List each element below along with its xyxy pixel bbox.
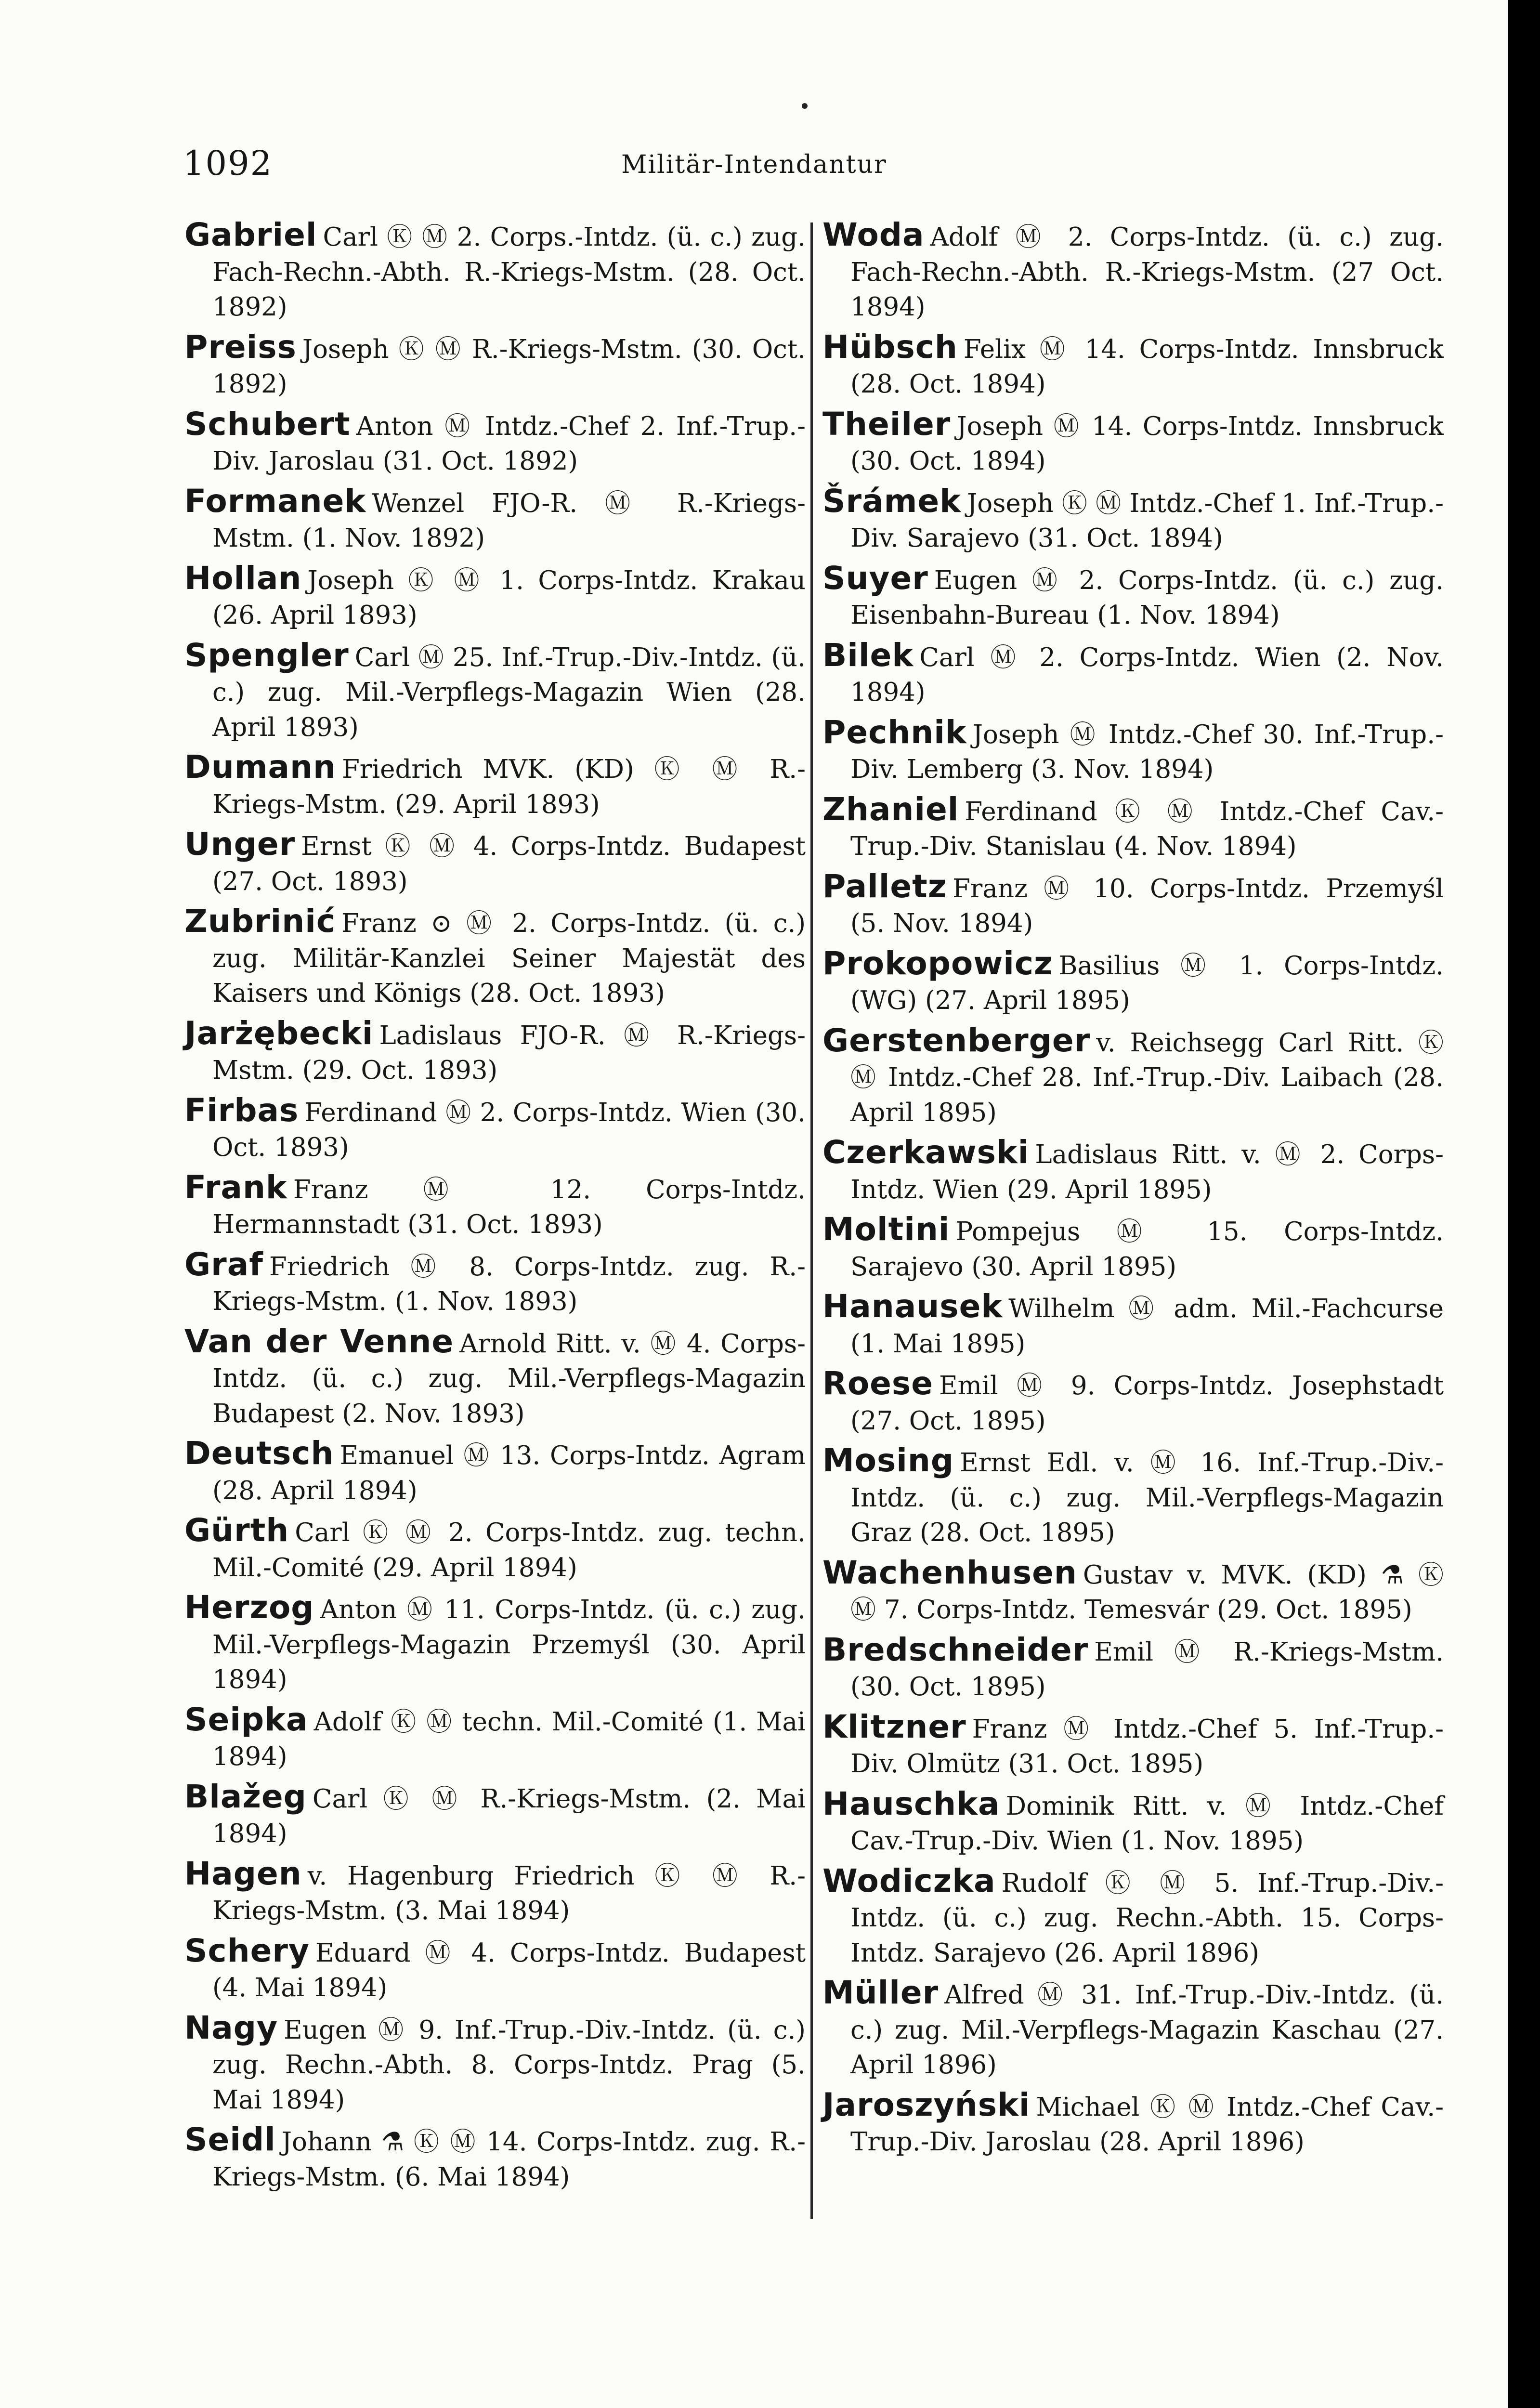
entry-body — [822, 218, 1444, 325]
directory-entry — [184, 1780, 806, 1852]
entry-details: Carl Ⓚ Ⓜ 2. Corps.-Intdz. (ü. c.) zug. Fach-Rechn.-Abth. R.-Kriegs-Mstm. (28. Oct. 1892) — [212, 222, 806, 322]
directory-entry — [822, 638, 1444, 710]
entry-body — [184, 1702, 806, 1775]
page-number: 1092 — [183, 144, 273, 183]
entry-surname: Theiler — [822, 405, 951, 443]
entry-details: Friedrich Ⓜ 8. Corps-Intdz. zug. R.-Kriegs-Mstm. (1. Nov. 1893) — [212, 1252, 806, 1316]
directory-entry — [822, 1633, 1444, 1705]
directory-entry — [184, 407, 806, 479]
entry-body — [184, 1093, 806, 1165]
entry-details: Adolf Ⓚ Ⓜ techn. Mil.-Comité (1. Mai 1894) — [212, 1707, 806, 1771]
entry-surname: Preiss — [184, 328, 297, 366]
directory-entry — [184, 2011, 806, 2118]
entry-surname: Hanausek — [822, 1288, 1003, 1325]
entry-details: Joseph Ⓚ Ⓜ Intdz.-Chef 1. Inf.-Trup.-Div. Sarajevo (31. Oct. 1894) — [850, 488, 1444, 553]
directory-entry — [184, 561, 806, 633]
entry-body — [822, 1135, 1444, 1207]
entry-details: Basilius Ⓜ 1. Corps-Intdz. (WG) (27. April 1895) — [850, 951, 1444, 1015]
entry-details: Ladislaus FJO-R. Ⓜ R.-Kriegs-Mstm. (29. Oct. 1893) — [212, 1021, 806, 1085]
entry-body — [184, 1247, 806, 1320]
directory-entry — [822, 869, 1444, 942]
directory-entry — [184, 1170, 806, 1243]
directory-entry — [184, 484, 806, 556]
entry-body — [822, 1976, 1444, 2083]
entry-details: Franz Ⓜ 10. Corps-Intdz. Przemyśl (5. Nov. 1894) — [850, 874, 1444, 938]
directory-entry — [822, 1976, 1444, 2083]
entry-body — [822, 407, 1444, 479]
entry-details: Anton Ⓜ Intdz.-Chef 2. Inf.-Trup.-Div. Jaroslau (31. Oct. 1892) — [212, 411, 806, 476]
directory-entry — [822, 218, 1444, 325]
entry-surname: Mosing — [822, 1442, 954, 1479]
entry-body — [822, 1787, 1444, 1859]
entry-body — [184, 1016, 806, 1088]
entry-surname: Gerstenberger — [822, 1021, 1091, 1059]
entry-body — [822, 1710, 1444, 1782]
directory-entry — [184, 904, 806, 1011]
entry-body — [184, 638, 806, 746]
directory-entry — [822, 1443, 1444, 1551]
entry-surname: Blažeg — [184, 1778, 307, 1815]
entry-details: Franz ⊙ Ⓜ 2. Corps-Intdz. (ü. c.) zug. Militär-Kanzlei Seiner Majestät des Kaisers und Königs (28. Oct. 1893) — [212, 909, 806, 1008]
entry-surname: Frank — [184, 1168, 287, 1206]
entry-body — [822, 1633, 1444, 1705]
entry-surname: Wodiczka — [822, 1862, 996, 1899]
entry-details: Franz Ⓜ Intdz.-Chef 5. Inf.-Trup.-Div. Olmütz (31. Oct. 1895) — [850, 1714, 1444, 1779]
right-column — [822, 218, 1444, 2165]
entry-body — [822, 946, 1444, 1019]
entry-body — [184, 218, 806, 325]
entry-details: Joseph Ⓜ Intdz.-Chef 30. Inf.-Trup.-Div. Lemberg (3. Nov. 1894) — [850, 720, 1444, 784]
directory-entry — [822, 1366, 1444, 1439]
entry-body — [184, 1590, 806, 1698]
directory-entry — [822, 407, 1444, 479]
directory-entry — [184, 1590, 806, 1698]
directory-entry — [822, 1710, 1444, 1782]
directory-entry — [184, 1513, 806, 1585]
entry-details: Gustav v. MVK. (KD) ⚗ Ⓚ Ⓜ 7. Corps-Intdz. Temesvár (29. Oct. 1895) — [850, 1560, 1444, 1624]
directory-entry — [822, 1023, 1444, 1131]
entry-surname: Šrámek — [822, 482, 962, 520]
entry-surname: Seipka — [184, 1701, 308, 1738]
entry-body — [822, 792, 1444, 864]
entry-body — [184, 1324, 806, 1432]
directory-entry — [184, 1702, 806, 1775]
directory-entry — [822, 715, 1444, 787]
entry-surname: Schubert — [184, 405, 351, 443]
entry-body — [822, 869, 1444, 942]
entry-surname: Deutsch — [184, 1435, 334, 1472]
entry-details: Emil Ⓜ 9. Corps-Intdz. Josephstadt (27. Oct. 1895) — [850, 1371, 1444, 1436]
entry-details: Anton Ⓜ 11. Corps-Intdz. (ü. c.) zug. Mil.-Verpflegs-Magazin Przemyśl (30. April 1894) — [212, 1595, 806, 1694]
entry-body — [822, 1443, 1444, 1551]
entry-details: Emil Ⓜ R.-Kriegs-Mstm. (30. Oct. 1895) — [850, 1637, 1444, 1701]
entry-details: Carl Ⓚ Ⓜ 2. Corps-Intdz. zug. techn. Mil.-Comité (29. April 1894) — [212, 1518, 806, 1583]
entry-details: Emanuel Ⓜ 13. Corps-Intdz. Agram (28. April 1894) — [212, 1441, 806, 1505]
entry-details: Carl Ⓚ Ⓜ R.-Kriegs-Mstm. (2. Mai 1894) — [212, 1784, 806, 1848]
entry-body — [184, 407, 806, 479]
directory-entry — [184, 1247, 806, 1320]
entry-body — [184, 827, 806, 899]
entry-details: v. Reichsegg Carl Ritt. Ⓚ Ⓜ Intdz.-Chef 28. Inf.-Trup.-Div. Laibach (28. April 1895) — [850, 1028, 1444, 1127]
directory-entry — [184, 2122, 806, 2195]
entry-details: Ferdinand Ⓜ 2. Corps-Intdz. Wien (30. Oct. 1893) — [212, 1098, 806, 1162]
directory-entry — [822, 792, 1444, 864]
entry-surname: Dumann — [184, 748, 337, 785]
entry-surname: Formanek — [184, 482, 366, 520]
entry-details: Wenzel FJO-R. Ⓜ R.-Kriegs-Mstm. (1. Nov. 1892) — [212, 488, 806, 553]
directory-entry — [184, 827, 806, 899]
directory-entry — [822, 330, 1444, 402]
directory-entry — [822, 946, 1444, 1019]
entry-surname: Müller — [822, 1974, 939, 2011]
entry-body — [184, 1934, 806, 2006]
entry-surname: Spengler — [184, 636, 349, 674]
entry-surname: Bredschneider — [822, 1631, 1089, 1668]
directory-entry — [184, 1324, 806, 1432]
directory-entry — [822, 1864, 1444, 1971]
directory-entry — [822, 1556, 1444, 1628]
entry-details: Eugen Ⓜ 2. Corps-Intdz. (ü. c.) zug. Eisenbahn-Bureau (1. Nov. 1894) — [850, 565, 1444, 630]
directory-entry — [184, 1857, 806, 1929]
directory-entry — [822, 1787, 1444, 1859]
entry-details: Friedrich MVK. (KD) Ⓚ Ⓜ R.-Kriegs-Mstm. (29. April 1893) — [212, 755, 806, 819]
entry-surname: Hollan — [184, 559, 302, 597]
directory-entry — [184, 218, 806, 325]
entry-body — [822, 1864, 1444, 1971]
entry-body — [184, 1170, 806, 1243]
entry-body — [822, 1556, 1444, 1628]
entry-surname: Hübsch — [822, 328, 958, 366]
entry-details: Ernst Edl. v. Ⓜ 16. Inf.-Trup.-Div.-Intdz. (ü. c.) zug. Mil.-Verpflegs-Magazin Graz (28. Oct. 1895) — [850, 1448, 1444, 1547]
entry-surname: Hauschka — [822, 1785, 1000, 1822]
entry-surname: Van der Venne — [184, 1322, 454, 1360]
entry-details: Pompejus Ⓜ 15. Corps-Intdz. Sarajevo (30. April 1895) — [850, 1217, 1444, 1282]
entry-body — [822, 561, 1444, 633]
entry-details: Ernst Ⓚ Ⓜ 4. Corps-Intdz. Budapest (27. Oct. 1893) — [212, 832, 806, 896]
entry-details: Franz Ⓜ 12. Corps-Intdz. Hermannstadt (31. Oct. 1893) — [212, 1175, 806, 1239]
entry-details: Wilhelm Ⓜ adm. Mil.-Fachcurse (1. Mai 1895) — [850, 1294, 1444, 1359]
column-divider — [810, 222, 813, 2219]
directory-entry — [184, 638, 806, 746]
entry-details: Felix Ⓜ 14. Corps-Intdz. Innsbruck (28. Oct. 1894) — [850, 334, 1444, 399]
entry-details: Joseph Ⓜ 14. Corps-Intdz. Innsbruck (30. Oct. 1894) — [850, 411, 1444, 476]
entry-surname: Gabriel — [184, 216, 317, 253]
directory-entry — [184, 1093, 806, 1165]
entry-body — [184, 1780, 806, 1852]
entry-surname: Unger — [184, 825, 296, 863]
entry-surname: Gürth — [184, 1512, 289, 1549]
entry-body — [822, 2088, 1444, 2160]
entry-surname: Firbas — [184, 1091, 299, 1129]
entry-details: v. Hagenburg Friedrich Ⓚ Ⓜ R.-Kriegs-Mstm. (3. Mai 1894) — [212, 1861, 806, 1925]
entry-surname: Prokopowicz — [822, 944, 1053, 982]
entry-surname: Jarżębecki — [184, 1014, 374, 1052]
entry-body — [822, 330, 1444, 402]
directory-entry — [184, 750, 806, 822]
entry-body — [184, 1513, 806, 1585]
page-title: Militär-Intendantur — [621, 150, 887, 179]
entry-details: Carl Ⓜ 2. Corps-Intdz. Wien (2. Nov. 1894) — [850, 642, 1444, 707]
entry-surname: Wachenhusen — [822, 1554, 1077, 1591]
directory-entry — [822, 484, 1444, 556]
entry-body — [184, 904, 806, 1011]
entry-body — [184, 561, 806, 633]
entry-details: Johann ⚗ Ⓚ Ⓜ 14. Corps-Intdz. zug. R.-Kriegs-Mstm. (6. Mai 1894) — [212, 2127, 806, 2192]
entry-details: Dominik Ritt. v. Ⓜ Intdz.-Chef Cav.-Trup.-Div. Wien (1. Nov. 1895) — [850, 1791, 1444, 1856]
entry-details: Rudolf Ⓚ Ⓜ 5. Inf.-Trup.-Div.-Intdz. (ü. c.) zug. Rechn.-Abth. 15. Corps-Intdz. Sarajevo (26. April 1896) — [850, 1868, 1444, 1968]
entry-body — [184, 2122, 806, 2195]
directory-entry — [822, 1212, 1444, 1284]
directory-entry — [184, 1016, 806, 1088]
directory-entry — [822, 1135, 1444, 1207]
entry-body — [184, 1436, 806, 1508]
entry-details: Alfred Ⓜ 31. Inf.-Trup.-Div.-Intdz. (ü. c.) zug. Mil.-Verpflegs-Magazin Kaschau (27. April 1896) — [850, 1980, 1444, 2080]
entry-body — [822, 1212, 1444, 1284]
print-speck — [802, 103, 808, 109]
directory-entry — [822, 2088, 1444, 2160]
entry-body — [184, 2011, 806, 2118]
entry-surname: Graf — [184, 1245, 263, 1283]
entry-details: Ladislaus Ritt. v. Ⓜ 2. Corps-Intdz. Wien (29. April 1895) — [850, 1140, 1444, 1204]
entry-details: Adolf Ⓜ 2. Corps-Intdz. (ü. c.) zug. Fach-Rechn.-Abth. R.-Kriegs-Mstm. (27 Oct. 1894) — [850, 222, 1444, 322]
entry-details: Joseph Ⓚ Ⓜ 1. Corps-Intdz. Krakau (26. April 1893) — [212, 565, 806, 630]
entry-surname: Seidl — [184, 2121, 276, 2158]
entry-body — [184, 750, 806, 822]
entry-surname: Pechnik — [822, 713, 967, 751]
directory-entry — [184, 1934, 806, 2006]
entry-surname: Bilek — [822, 636, 914, 674]
entry-body — [822, 715, 1444, 787]
entry-surname: Czerkawski — [822, 1134, 1030, 1171]
entry-details: Michael Ⓚ Ⓜ Intdz.-Chef Cav.-Trup.-Div. Jaroslau (28. April 1896) — [850, 2092, 1444, 2157]
entry-surname: Herzog — [184, 1589, 314, 1626]
entry-surname: Roese — [822, 1365, 933, 1402]
entry-surname: Moltini — [822, 1211, 950, 1248]
entry-details: Joseph Ⓚ Ⓜ R.-Kriegs-Mstm. (30. Oct. 1892) — [212, 334, 806, 399]
entry-body — [184, 484, 806, 556]
entry-surname: Palletz — [822, 867, 947, 905]
entry-body — [822, 638, 1444, 710]
entry-details: Eugen Ⓜ 9. Inf.-Trup.-Div.-Intdz. (ü. c.) zug. Rechn.-Abth. 8. Corps-Intdz. Prag (5. Mai 1894) — [212, 2015, 806, 2115]
entry-details: Eduard Ⓜ 4. Corps-Intdz. Budapest (4. Mai 1894) — [212, 1938, 806, 2002]
entry-surname: Suyer — [822, 559, 928, 597]
entry-details: Arnold Ritt. v. Ⓜ 4. Corps-Intdz. (ü. c.) zug. Mil.-Verpflegs-Magazin Budapest (2. Nov. 1893) — [212, 1329, 806, 1428]
page-edge — [1508, 0, 1540, 2408]
entry-surname: Jaroszyński — [822, 2086, 1031, 2123]
entry-surname: Zhaniel — [822, 790, 959, 828]
directory-entry — [822, 1289, 1444, 1361]
entry-surname: Zubrinić — [184, 903, 336, 940]
entry-body — [822, 1289, 1444, 1361]
entry-details: Carl Ⓜ 25. Inf.-Trup.-Div.-Intdz. (ü. c.) zug. Mil.-Verpflegs-Magazin Wien (28. April 1893) — [212, 642, 806, 742]
directory-entry — [184, 1436, 806, 1508]
entry-surname: Schery — [184, 1932, 310, 1969]
entry-body — [822, 484, 1444, 556]
entry-surname: Nagy — [184, 2009, 278, 2046]
entry-body — [822, 1023, 1444, 1131]
directory-entry — [822, 561, 1444, 633]
entry-body — [184, 1857, 806, 1929]
entry-surname: Woda — [822, 216, 925, 253]
entry-body — [184, 330, 806, 402]
entry-surname: Hagen — [184, 1855, 302, 1892]
entry-details: Ferdinand Ⓚ Ⓜ Intdz.-Chef Cav.-Trup.-Div. Stanislau (4. Nov. 1894) — [850, 797, 1444, 861]
entry-surname: Klitzner — [822, 1708, 966, 1745]
directory-entry — [184, 330, 806, 402]
left-column — [184, 218, 806, 2199]
entry-body — [822, 1366, 1444, 1439]
